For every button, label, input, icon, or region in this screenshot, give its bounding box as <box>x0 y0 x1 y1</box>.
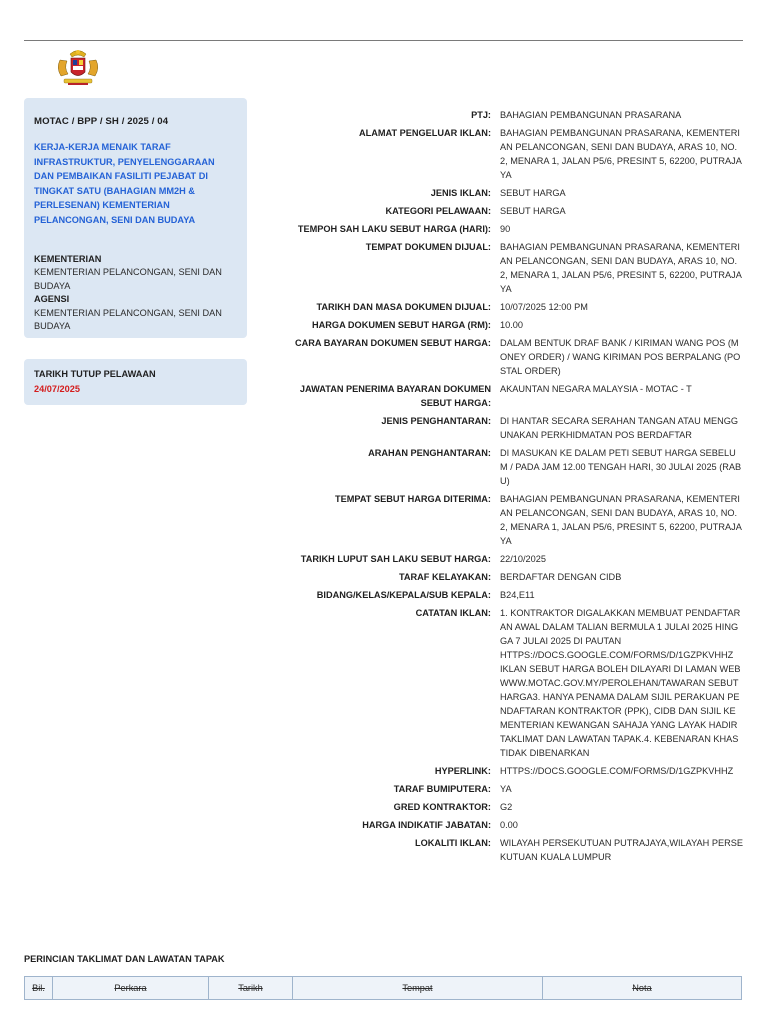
detail-value: WILAYAH PERSEKUTUAN PUTRAJAYA,WILAYAH PERSEKUTUAN KUALA LUMPUR <box>500 838 743 862</box>
detail-row <box>270 818 743 832</box>
detail-value: 22/10/2025 <box>500 554 546 564</box>
detail-value: DI HANTAR SECARA SERAHAN TANGAN ATAU MENGGUNAKAN PERKHIDMATAN POS BERDAFTAR <box>500 416 739 440</box>
detail-value: 1. KONTRAKTOR DIGALAKKAN MEMBUAT PENDAFTARAN AWAL DALAM TALIAN BERMULA 1 JULAI 2025 HINGGA 7 JULAI 2025 DI PAUTAN HTTPS://DOCS.GOOGLE.COM/FORMS/D/1GZPKVHHZ IKLAN SEBUT HARGA BOLEH DILAYARI DI LAMAN WEB WWW.MOTAC.GOV.MY/PEROLEHAN/TAWARAN SEBUT HARGA3. HANYA PENAMA DALAM SIJIL PERAKUAN PENDAFTARAN KONTRAKTOR (PPK), CIDB DAN SIJIL KEMENTERIAN KEWANGAN SAHAJA YANG LAYAK HADIR TAKLIMAT DAN LAWATAN TAPAK.4. KEBENARAN KHAS TIDAK DIBENARKAN <box>500 608 741 758</box>
reference-number: MOTAC / BPP / SH / 2025 / 04 <box>34 116 169 127</box>
briefing-table-header <box>25 977 741 999</box>
column-header-perkara[interactable]: Perkara <box>53 977 209 999</box>
detail-label: PTJ: <box>471 110 491 120</box>
column-header-tempat[interactable]: Tempat <box>293 977 543 999</box>
agensi-label: AGENSI <box>34 294 70 305</box>
detail-label: TEMPOH SAH LAKU SEBUT HARGA (HARI): <box>297 224 491 234</box>
briefing-section-title: PERINCIAN TAKLIMAT DAN LAWATAN TAPAK <box>24 954 225 964</box>
detail-label: HARGA INDIKATIF JABATAN: <box>362 820 491 830</box>
detail-value: SEBUT HARGA <box>500 206 566 216</box>
column-header-nota[interactable]: Nota <box>632 983 652 993</box>
detail-label: GRED KONTRAKTOR: <box>393 802 491 812</box>
detail-row <box>270 570 743 584</box>
detail-row <box>270 382 743 410</box>
detail-label: JAWATAN PENERIMA BAYARAN DOKUMEN SEBUT HARGA: <box>299 384 491 408</box>
closing-date-label: TARIKH TUTUP PELAWAAN <box>34 369 156 379</box>
detail-value: 90 <box>500 224 511 234</box>
kementerian-label: KEMENTERIAN <box>34 253 102 264</box>
detail-value: 10/07/2025 12:00 PM <box>500 302 588 312</box>
detail-value: DALAM BENTUK DRAF BANK / KIRIMAN WANG POS (MONEY ORDER) / WANG KIRIMAN POS BERPALANG (POSTAL ORDER) <box>500 338 741 376</box>
closing-date: 24/07/2025 <box>34 383 80 394</box>
detail-row <box>270 492 743 548</box>
detail-value: 10.00 <box>500 320 523 330</box>
kementerian-value: KEMENTERIAN PELANCONGAN, SENI DAN BUDAYA <box>34 267 222 291</box>
agensi-value: KEMENTERIAN PELANCONGAN, SENI DAN BUDAYA <box>34 307 222 332</box>
detail-row <box>270 552 743 566</box>
detail-row <box>270 336 743 378</box>
hyperlink-value[interactable]: HTTPS://DOCS.GOOGLE.COM/FORMS/D/1GZPKVHHZ <box>500 766 734 776</box>
briefing-table <box>24 976 742 1000</box>
detail-label: TARAF KELAYAKAN: <box>398 572 491 582</box>
detail-row <box>270 414 743 442</box>
detail-label: HYPERLINK: <box>434 766 491 776</box>
detail-value: 0.00 <box>500 820 518 830</box>
detail-label: BIDANG/KELAS/KEPALA/SUB KEPALA: <box>316 590 491 600</box>
detail-label: HARGA DOKUMEN SEBUT HARGA (RM): <box>312 320 491 330</box>
detail-label: JENIS PENGHANTARAN: <box>381 416 491 426</box>
detail-value: BAHAGIAN PEMBANGUNAN PRASARANA, KEMENTERIAN PELANCONGAN, SENI DAN BUDAYA, ARAS 10, NO.2, MENARA 1, JALAN P5/6, PRESINT 5, 62200, PUTRAJAYA <box>500 242 742 294</box>
detail-label: JENIS IKLAN: <box>430 188 491 198</box>
detail-row <box>270 446 743 488</box>
detail-label: TEMPAT SEBUT HARGA DITERIMA: <box>334 494 491 504</box>
tender-details-list <box>270 108 743 868</box>
detail-label: ARAHAN PENGHANTARAN: <box>368 448 491 458</box>
detail-value: AKAUNTAN NEGARA MALAYSIA - MOTAC - T <box>500 384 692 394</box>
detail-value: DI MASUKAN KE DALAM PETI SEBUT HARGA SEBELUM / PADA JAM 12.00 TENGAH HARI, 30 JULAI 2025 (RABU) <box>500 448 742 486</box>
detail-row <box>270 186 743 200</box>
column-header-bil[interactable]: Bil. <box>25 977 53 999</box>
detail-value: B24,E11 <box>500 590 535 600</box>
detail-row <box>270 222 743 236</box>
detail-row <box>270 782 743 796</box>
detail-label: TARAF BUMIPUTERA: <box>393 784 491 794</box>
detail-row <box>270 800 743 814</box>
detail-label: KATEGORI PELAWAAN: <box>385 206 491 216</box>
detail-value: BAHAGIAN PEMBANGUNAN PRASARANA <box>500 110 682 120</box>
detail-row <box>270 606 743 760</box>
coat-of-arms-logo <box>50 48 106 88</box>
detail-value: BAHAGIAN PEMBANGUNAN PRASARANA, KEMENTERIAN PELANCONGAN, SENI DAN BUDAYA, ARAS 10, NO.2, MENARA 1, JALAN P5/6, PRESINT 5, 62200, PUTRAJAYA <box>500 494 742 546</box>
detail-row <box>270 318 743 332</box>
detail-row <box>270 588 743 602</box>
detail-value: BERDAFTAR DENGAN CIDB <box>500 572 622 582</box>
detail-row <box>270 300 743 314</box>
tender-summary-card <box>24 98 247 338</box>
column-header-tarikh[interactable]: Tarikh <box>209 977 293 999</box>
detail-label: CATATAN IKLAN: <box>415 608 491 618</box>
detail-row <box>270 108 743 122</box>
detail-label: TARIKH LUPUT SAH LAKU SEBUT HARGA: <box>300 554 491 564</box>
detail-value: YA <box>500 784 512 794</box>
detail-label: TARIKH DAN MASA DOKUMEN DIJUAL: <box>316 302 491 312</box>
detail-row <box>270 240 743 296</box>
top-divider <box>24 40 743 41</box>
detail-label: ALAMAT PENGELUAR IKLAN: <box>358 128 491 138</box>
closing-date-card <box>24 359 247 405</box>
detail-row <box>270 126 743 182</box>
detail-row <box>270 204 743 218</box>
detail-value: G2 <box>500 802 513 812</box>
detail-label: CARA BAYARAN DOKUMEN SEBUT HARGA: <box>294 338 491 348</box>
detail-value: SEBUT HARGA <box>500 188 566 198</box>
tender-title: KERJA-KERJA MENAIK TARAF INFRASTRUKTUR, PENYELENGGARAAN DAN PEMBAIKAN FASILITI PEJABAT DI TINGKAT SATU (BAHAGIAN MM2H & PERLESENAN) KEMENTERIAN PELANCONGAN, SENI DAN BUDAYA <box>34 142 215 225</box>
detail-label: LOKALITI IKLAN: <box>414 838 491 848</box>
detail-label: TEMPAT DOKUMEN DIJUAL: <box>365 242 491 252</box>
detail-row <box>270 836 743 864</box>
detail-row <box>270 764 743 778</box>
detail-value: BAHAGIAN PEMBANGUNAN PRASARANA, KEMENTERIAN PELANCONGAN, SENI DAN BUDAYA, ARAS 10, NO.2, MENARA 1, JALAN P5/6, PRESINT 5, 62200, PUTRAJAYA <box>500 128 742 180</box>
